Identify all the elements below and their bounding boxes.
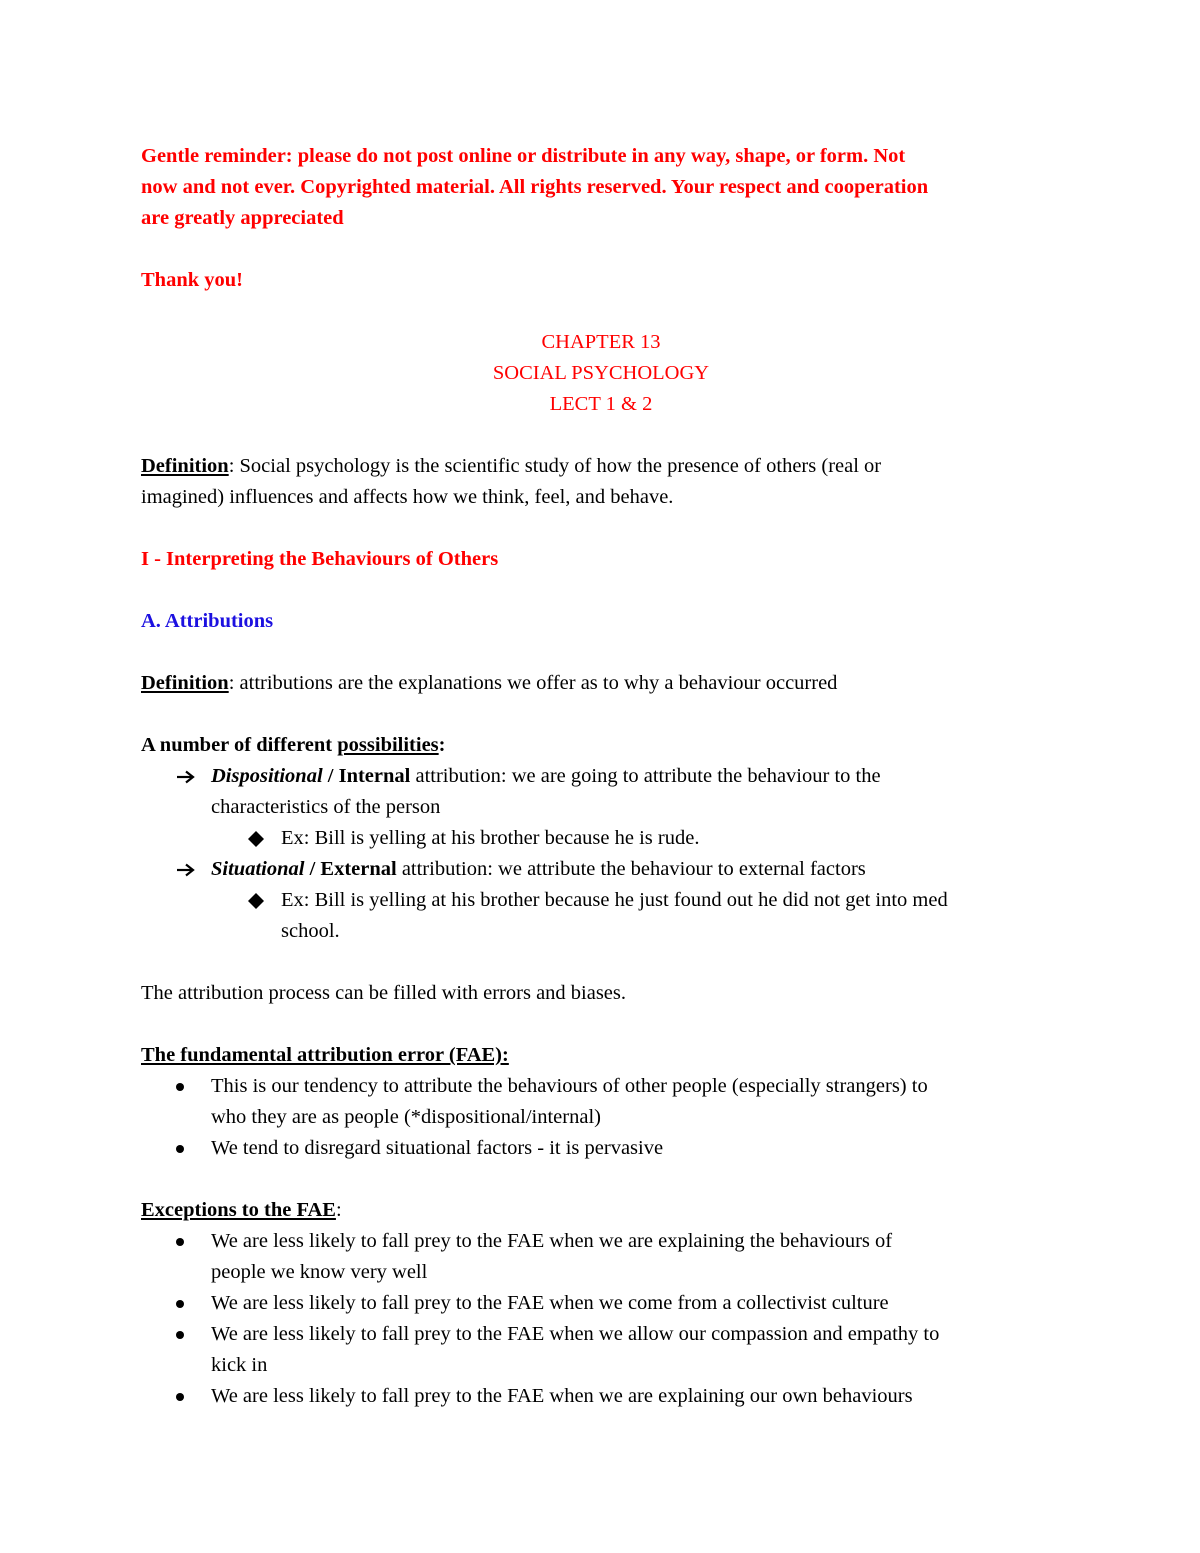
bullet-icon — [176, 1133, 188, 1164]
fae-heading: The fundamental attribution error (FAE): — [141, 1044, 509, 1066]
list-item: We are less likely to fall prey to the FAE when we allow our compassion and empathy to — [141, 1319, 1061, 1350]
definition-social-psychology — [141, 451, 1061, 513]
possibilities-heading: A number of different possibilities: — [141, 734, 446, 756]
chapter-title: SOCIAL PSYCHOLOGY — [492, 362, 710, 384]
attribution-type-italic: Dispositional — [211, 765, 323, 787]
example-text: Ex: Bill is yelling at his brother because he just found out he did not get into med — [281, 889, 948, 911]
definition-attributions — [141, 668, 1061, 699]
definition-term: Definition — [141, 455, 229, 477]
list-item: This is our tendency to attribute the behaviours of other people (especially strangers) to — [141, 1071, 1061, 1102]
bullet-icon — [176, 1226, 188, 1257]
attribution-type-item: Dispositional / Internal attribution: we are going to attribute the behaviour to the — [141, 761, 1061, 792]
definition-text: : attributions are the explanations we offer as to why a behaviour occurred — [228, 672, 838, 694]
attribution-type-item: Situational / External attribution: we attribute the behaviour to external factors — [141, 854, 1061, 885]
section-heading: I - Interpreting the Behaviours of Others — [141, 548, 499, 570]
exceptions-heading: Exceptions to the FAE: — [141, 1199, 342, 1221]
reminder-line: are greatly appreciated — [141, 207, 344, 229]
definition-text: : Social psychology is the scientific study of how the presence of others (real or — [228, 455, 882, 477]
thank-you-text: Thank you! — [141, 269, 243, 291]
bullet-icon — [176, 1288, 188, 1319]
subsection-heading: A. Attributions — [141, 610, 274, 632]
example-text-cont: school. — [281, 920, 340, 942]
attribution-description: attribution: we are going to attribute the behaviour to the — [410, 765, 881, 787]
list-item: We are less likely to fall prey to the FAE when we are explaining the behaviours of — [141, 1226, 1061, 1257]
bullet-icon — [176, 1319, 188, 1350]
list-item: We tend to disregard situational factors - it is pervasive — [141, 1133, 1061, 1164]
bullet-icon — [176, 1381, 188, 1412]
list-item-cont: people we know very well — [211, 1261, 428, 1283]
attribution-type-italic: Situational — [211, 858, 305, 880]
chapter-heading — [141, 327, 1061, 420]
process-text: The attribution process can be filled with errors and biases. — [141, 982, 627, 1004]
lecture-label: LECT 1 & 2 — [549, 393, 653, 415]
definition-term: Definition — [141, 672, 229, 694]
attribution-type-bold: External — [320, 858, 397, 880]
arrow-icon — [176, 761, 198, 792]
reminder-line: Gentle reminder: please do not post online or distribute in any way, shape, or form. Not — [141, 145, 906, 167]
document-body — [141, 141, 1061, 1412]
diamond-bullet-icon — [248, 823, 268, 854]
list-item-cont: who they are as people (*dispositional/internal) — [211, 1106, 601, 1128]
example-item — [141, 885, 1061, 916]
attribution-description: attribution: we attribute the behaviour to external factors — [396, 858, 866, 880]
attribution-type-bold: Internal — [338, 765, 411, 787]
exceptions-list — [141, 1226, 1061, 1412]
reminder-line: now and not ever. Copyrighted material. All rights reserved. Your respect and cooperation — [141, 176, 929, 198]
list-item: We are less likely to fall prey to the FAE when we come from a collectivist culture — [141, 1288, 1061, 1319]
example-item — [141, 823, 1061, 854]
list-item: We are less likely to fall prey to the FAE when we are explaining our own behaviours — [141, 1381, 1061, 1412]
attribution-description-cont: characteristics of the person — [211, 796, 441, 818]
fae-list — [141, 1071, 1061, 1164]
example-text: Ex: Bill is yelling at his brother because he is rude. — [281, 827, 700, 849]
arrow-icon — [176, 854, 198, 885]
list-item-cont: kick in — [211, 1354, 268, 1376]
diamond-bullet-icon — [248, 885, 268, 916]
chapter-number: CHAPTER 13 — [541, 331, 661, 353]
bullet-icon — [176, 1071, 188, 1102]
copyright-reminder — [141, 141, 1061, 234]
definition-text: imagined) influences and affects how we think, feel, and behave. — [141, 486, 674, 508]
